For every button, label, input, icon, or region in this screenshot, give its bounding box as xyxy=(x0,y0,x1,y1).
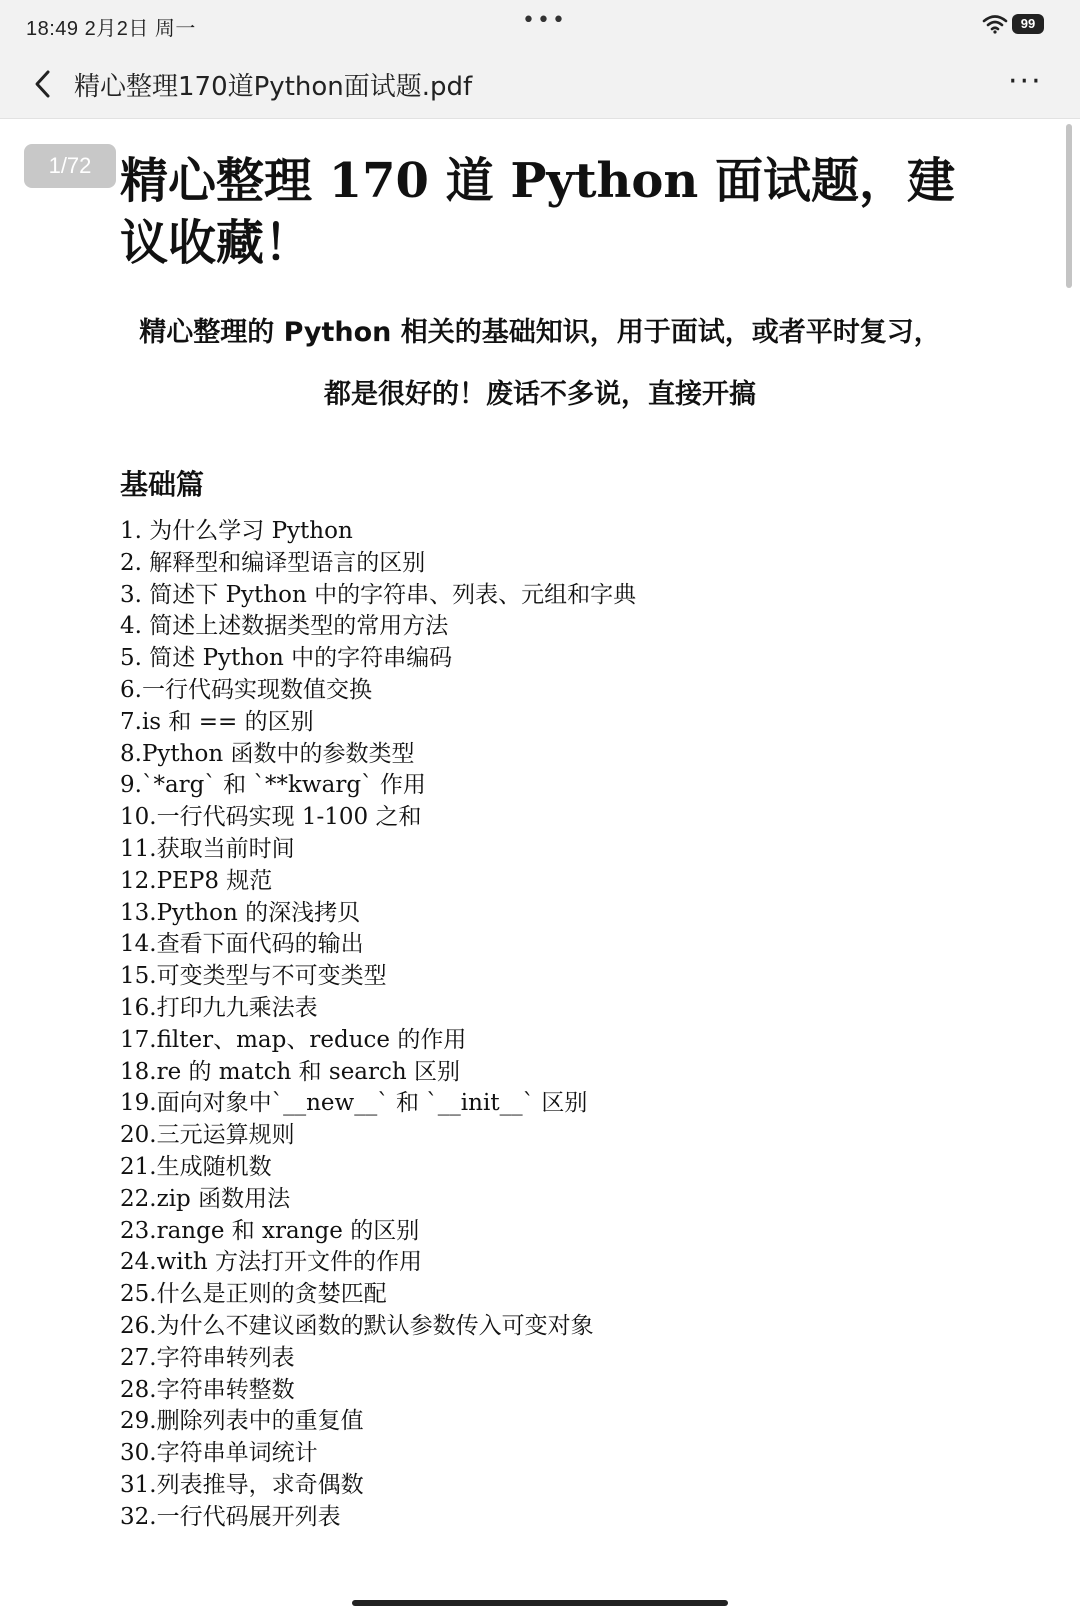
list-item: 22.zip 函数用法 xyxy=(120,1185,291,1212)
list-item: 28.字符串转整数 xyxy=(120,1376,295,1403)
list-item: 6.一行代码实现数值交换 xyxy=(120,676,372,703)
list-item: 7.is 和 == 的区别 xyxy=(120,708,314,735)
wifi-icon xyxy=(982,14,1008,34)
scrollbar[interactable] xyxy=(1066,124,1072,288)
list-item: 27.字符串转列表 xyxy=(120,1344,295,1371)
list-item: 17.filter、map、reduce 的作用 xyxy=(120,1026,467,1053)
page-indicator: 1/72 xyxy=(24,144,116,188)
nav-bar xyxy=(0,50,1080,119)
list-item: 32.一行代码展开列表 xyxy=(120,1503,341,1530)
more-icon[interactable]: ··· xyxy=(1008,64,1043,99)
list-item: 29.删除列表中的重复值 xyxy=(120,1408,364,1435)
list-item: 3. 简述下 Python 中的字符串、列表、元组和字典 xyxy=(120,581,637,608)
list-item: 31.列表推导，求奇偶数 xyxy=(120,1471,364,1498)
list-item: 8.Python 函数中的参数类型 xyxy=(120,740,415,767)
list-item: 24.with 方法打开文件的作用 xyxy=(120,1249,422,1276)
list-item: 11.获取当前时间 xyxy=(120,835,295,862)
pdf-page[interactable] xyxy=(0,118,1080,1578)
list-item: 25.什么是正则的贪婪匹配 xyxy=(120,1281,387,1308)
section-heading: 基础篇 xyxy=(120,468,205,501)
chevron-left-icon[interactable] xyxy=(30,66,56,102)
page-title: 精心整理 170 道 Python 面试题，建议收藏！ xyxy=(120,153,956,271)
list-item: 23.range 和 xrange 的区别 xyxy=(120,1217,420,1244)
document-title: 精心整理170道Python面试题.pdf xyxy=(74,72,473,102)
battery-icon: 99 xyxy=(1012,14,1044,34)
intro-line-2: 都是很好的！废话不多说，直接开搞 xyxy=(324,379,756,410)
multitask-dots-icon[interactable]: ••• xyxy=(522,8,567,33)
list-item: 30.字符串单词统计 xyxy=(120,1440,318,1467)
list-item: 19.面向对象中`__new__` 和 `__init__` 区别 xyxy=(120,1090,588,1117)
list-item: 16.打印九九乘法表 xyxy=(120,994,318,1021)
list-item: 9.`*arg` 和 `**kwarg` 作用 xyxy=(120,772,426,799)
list-item: 20.三元运算规则 xyxy=(120,1122,295,1149)
list-item: 2. 解释型和编译型语言的区别 xyxy=(120,549,426,576)
status-bar xyxy=(0,0,1080,50)
list-item: 15.可变类型与不可变类型 xyxy=(120,963,387,990)
list-item: 18.re 的 match 和 search 区别 xyxy=(120,1058,461,1085)
status-time: 18:49 2月2日 周一 xyxy=(26,18,196,40)
list-item: 5. 简述 Python 中的字符串编码 xyxy=(120,645,453,672)
list-item: 26.为什么不建议函数的默认参数传入可变对象 xyxy=(120,1312,594,1339)
list-item: 13.Python 的深浅拷贝 xyxy=(120,899,361,926)
list-item: 4. 简述上述数据类型的常用方法 xyxy=(120,613,449,640)
question-list xyxy=(120,516,636,1534)
intro-line-1: 精心整理的 Python 相关的基础知识，用于面试，或者平时复习， xyxy=(139,317,941,348)
list-item: 14.查看下面代码的输出 xyxy=(120,931,364,958)
list-item: 10.一行代码实现 1-100 之和 xyxy=(120,804,422,831)
list-item: 21.生成随机数 xyxy=(120,1153,272,1180)
list-item: 1. 为什么学习 Python xyxy=(120,518,353,544)
home-indicator[interactable] xyxy=(352,1600,728,1606)
list-item: 12.PEP8 规范 xyxy=(120,867,273,894)
